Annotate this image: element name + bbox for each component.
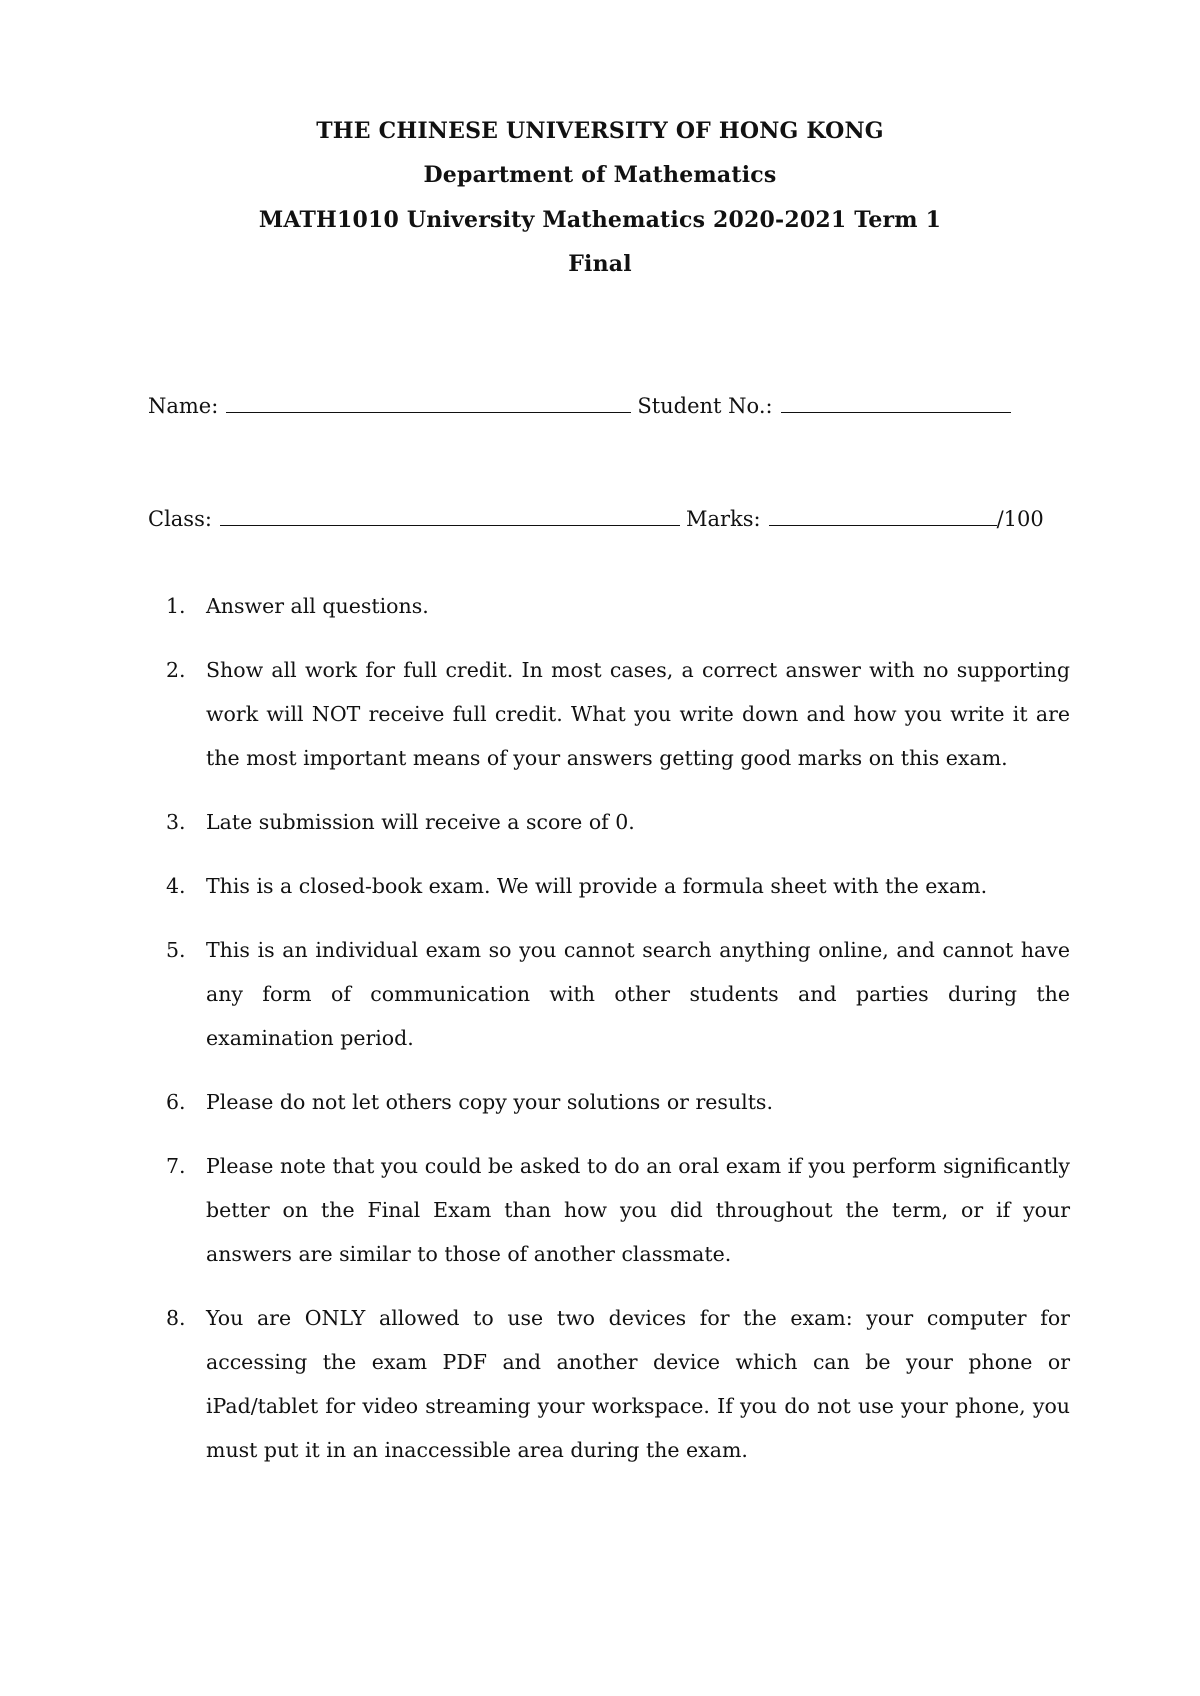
- instruction-text: This is a closed-book exam. We will provide a formula sheet with the exam.: [206, 874, 988, 898]
- instruction-item: [166, 1080, 1070, 1124]
- class-label: Class:: [148, 507, 212, 531]
- exam-header: [0, 118, 1200, 278]
- instruction-item: [166, 864, 1070, 908]
- name-field[interactable]: [226, 394, 631, 413]
- university-title: THE CHINESE UNIVERSITY OF HONG KONG: [316, 118, 884, 144]
- instruction-number: 8.: [166, 1306, 186, 1330]
- course-title: MATH1010 University Mathematics 2020-2021 Term 1: [258, 206, 942, 233]
- instruction-number: 4.: [166, 874, 186, 898]
- student-no-label: Student No.:: [637, 394, 773, 418]
- instruction-text: Answer all questions.: [206, 594, 429, 618]
- instruction-item: [166, 1296, 1070, 1472]
- instruction-text: Please note that you could be asked to do an oral exam if you perform significantly better on the Final Exam than how you did throughout the term, or if your answers are similar to those of another classmate.: [206, 1154, 1070, 1266]
- instruction-number: 7.: [166, 1154, 186, 1178]
- instruction-number: 3.: [166, 810, 186, 834]
- instruction-text: You are ONLY allowed to use two devices for the exam: your computer for accessing the exam PDF and another device which can be your phone or iPad/tablet for video streaming your workspace. If you do not use your phone, you must put it in an inaccessible area during the exam.: [206, 1306, 1070, 1462]
- instruction-item: [166, 800, 1070, 844]
- instruction-number: 5.: [166, 938, 186, 962]
- instruction-item: [166, 1144, 1070, 1276]
- instruction-text: Late submission will receive a score of 0.: [206, 810, 635, 834]
- exam-title: Final: [568, 251, 632, 278]
- instruction-item: [166, 928, 1070, 1060]
- class-marks-row: [148, 507, 1044, 532]
- student-no-field[interactable]: [781, 394, 1011, 413]
- instruction-text: Please do not let others copy your solutions or results.: [206, 1090, 773, 1114]
- instruction-number: 2.: [166, 658, 186, 682]
- class-field[interactable]: [220, 507, 680, 526]
- name-student-row: [148, 394, 1011, 419]
- instructions-list: [166, 584, 1070, 1492]
- instruction-text: Show all work for full credit. In most cases, a correct answer with no supporting work will NOT receive full credit. What you write down and how you write it are the most important means of your answers getting good marks on this exam.: [206, 658, 1070, 770]
- instruction-item: [166, 648, 1070, 780]
- marks-label: Marks:: [685, 507, 761, 531]
- instruction-number: 6.: [166, 1090, 186, 1114]
- marks-field[interactable]: [769, 507, 997, 526]
- department-title: Department of Mathematics: [423, 162, 777, 189]
- instruction-number: 1.: [166, 594, 186, 618]
- marks-total: /100: [996, 507, 1044, 531]
- instruction-item: [166, 584, 1070, 628]
- instruction-text: This is an individual exam so you cannot search anything online, and cannot have any form of communication with other students and parties during the examination period.: [206, 938, 1070, 1050]
- name-label: Name:: [148, 394, 219, 418]
